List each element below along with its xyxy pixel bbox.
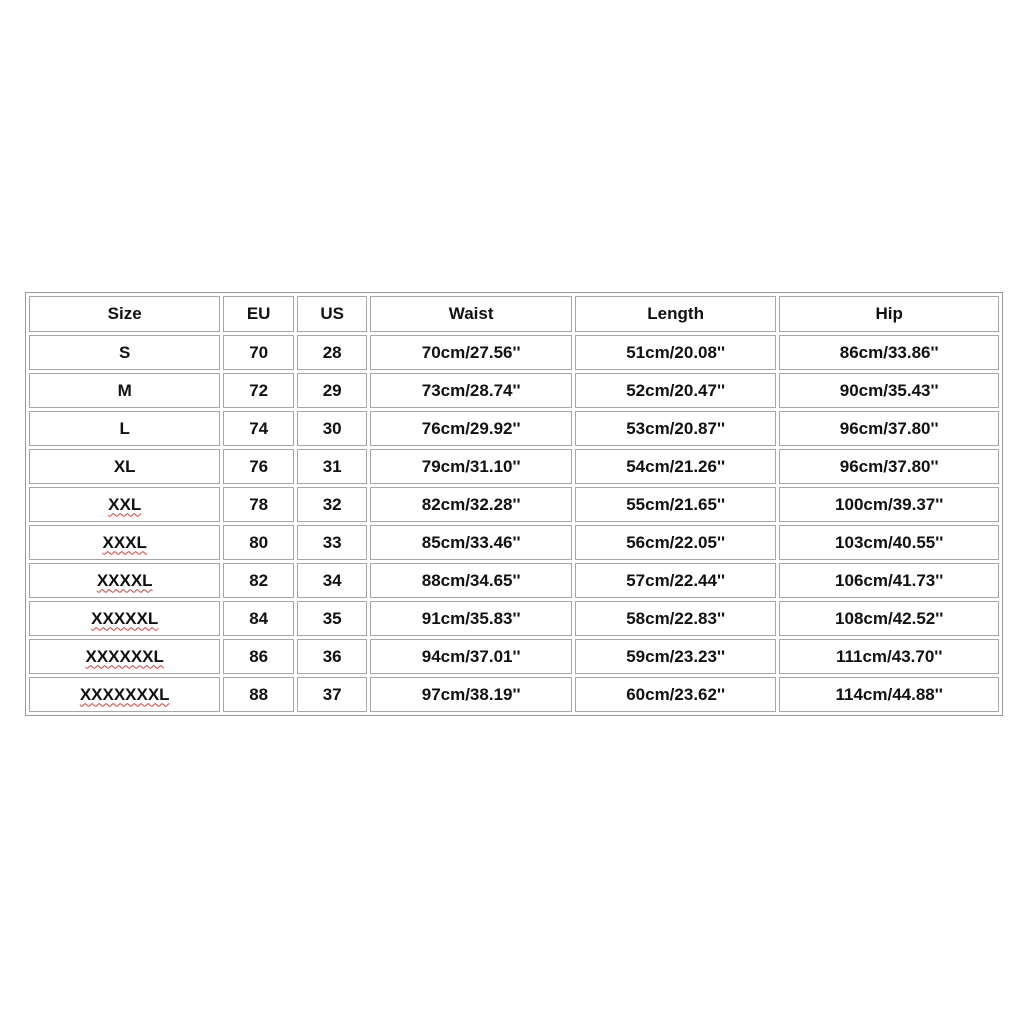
table-row	[29, 373, 999, 408]
size-label: XXXXL	[96, 570, 153, 590]
us-cell: 31	[297, 449, 368, 484]
length-cell: 53cm/20.87''	[575, 411, 776, 446]
size-cell: S	[29, 335, 220, 370]
eu-cell: 86	[223, 639, 294, 674]
us-cell: 30	[297, 411, 368, 446]
length-cell: 55cm/21.65''	[575, 487, 776, 522]
size-cell	[29, 601, 220, 636]
hip-cell: 100cm/39.37''	[779, 487, 999, 522]
header-eu: EU	[223, 296, 294, 332]
us-cell: 33	[297, 525, 368, 560]
table-row	[29, 335, 999, 370]
size-cell	[29, 639, 220, 674]
hip-cell: 111cm/43.70''	[779, 639, 999, 674]
size-label: XXL	[108, 494, 142, 514]
size-cell: XL	[29, 449, 220, 484]
us-cell: 36	[297, 639, 368, 674]
eu-cell: 70	[223, 335, 294, 370]
length-cell: 56cm/22.05''	[575, 525, 776, 560]
length-cell: 54cm/21.26''	[575, 449, 776, 484]
us-cell: 35	[297, 601, 368, 636]
waist-cell: 82cm/32.28''	[370, 487, 571, 522]
hip-cell: 103cm/40.55''	[779, 525, 999, 560]
size-cell	[29, 525, 220, 560]
waist-cell: 79cm/31.10''	[370, 449, 571, 484]
size-label: XXXXXL	[91, 608, 159, 628]
us-cell: 37	[297, 677, 368, 712]
hip-cell: 114cm/44.88''	[779, 677, 999, 712]
size-cell: L	[29, 411, 220, 446]
table-row	[29, 411, 999, 446]
waist-cell: 91cm/35.83''	[370, 601, 571, 636]
table-row	[29, 601, 999, 636]
eu-cell: 72	[223, 373, 294, 408]
table-row	[29, 639, 999, 674]
length-cell: 58cm/22.83''	[575, 601, 776, 636]
hip-cell: 106cm/41.73''	[779, 563, 999, 598]
size-label: XXXXXXXL	[79, 684, 170, 704]
size-label: XXXXXXL	[85, 646, 164, 666]
header-size: Size	[29, 296, 220, 332]
length-cell: 59cm/23.23''	[575, 639, 776, 674]
hip-cell: 90cm/35.43''	[779, 373, 999, 408]
waist-cell: 73cm/28.74''	[370, 373, 571, 408]
length-cell: 52cm/20.47''	[575, 373, 776, 408]
hip-cell: 96cm/37.80''	[779, 411, 999, 446]
size-cell	[29, 563, 220, 598]
table-row	[29, 449, 999, 484]
waist-cell: 94cm/37.01''	[370, 639, 571, 674]
header-waist: Waist	[370, 296, 571, 332]
eu-cell: 74	[223, 411, 294, 446]
hip-cell: 96cm/37.80''	[779, 449, 999, 484]
us-cell: 28	[297, 335, 368, 370]
hip-cell: 108cm/42.52''	[779, 601, 999, 636]
eu-cell: 88	[223, 677, 294, 712]
size-chart-table	[25, 292, 1003, 716]
header-hip: Hip	[779, 296, 999, 332]
hip-cell: 86cm/33.86''	[779, 335, 999, 370]
eu-cell: 82	[223, 563, 294, 598]
size-cell: M	[29, 373, 220, 408]
length-cell: 60cm/23.62''	[575, 677, 776, 712]
size-cell	[29, 677, 220, 712]
eu-cell: 80	[223, 525, 294, 560]
table-row	[29, 563, 999, 598]
waist-cell: 97cm/38.19''	[370, 677, 571, 712]
table-row	[29, 487, 999, 522]
waist-cell: 88cm/34.65''	[370, 563, 571, 598]
size-label: XXXL	[102, 532, 147, 552]
eu-cell: 76	[223, 449, 294, 484]
header-us: US	[297, 296, 368, 332]
table-row	[29, 677, 999, 712]
eu-cell: 78	[223, 487, 294, 522]
us-cell: 34	[297, 563, 368, 598]
us-cell: 29	[297, 373, 368, 408]
waist-cell: 76cm/29.92''	[370, 411, 571, 446]
table-row	[29, 525, 999, 560]
table-header-row	[29, 296, 999, 332]
us-cell: 32	[297, 487, 368, 522]
header-length: Length	[575, 296, 776, 332]
waist-cell: 70cm/27.56''	[370, 335, 571, 370]
length-cell: 57cm/22.44''	[575, 563, 776, 598]
waist-cell: 85cm/33.46''	[370, 525, 571, 560]
eu-cell: 84	[223, 601, 294, 636]
length-cell: 51cm/20.08''	[575, 335, 776, 370]
size-cell	[29, 487, 220, 522]
